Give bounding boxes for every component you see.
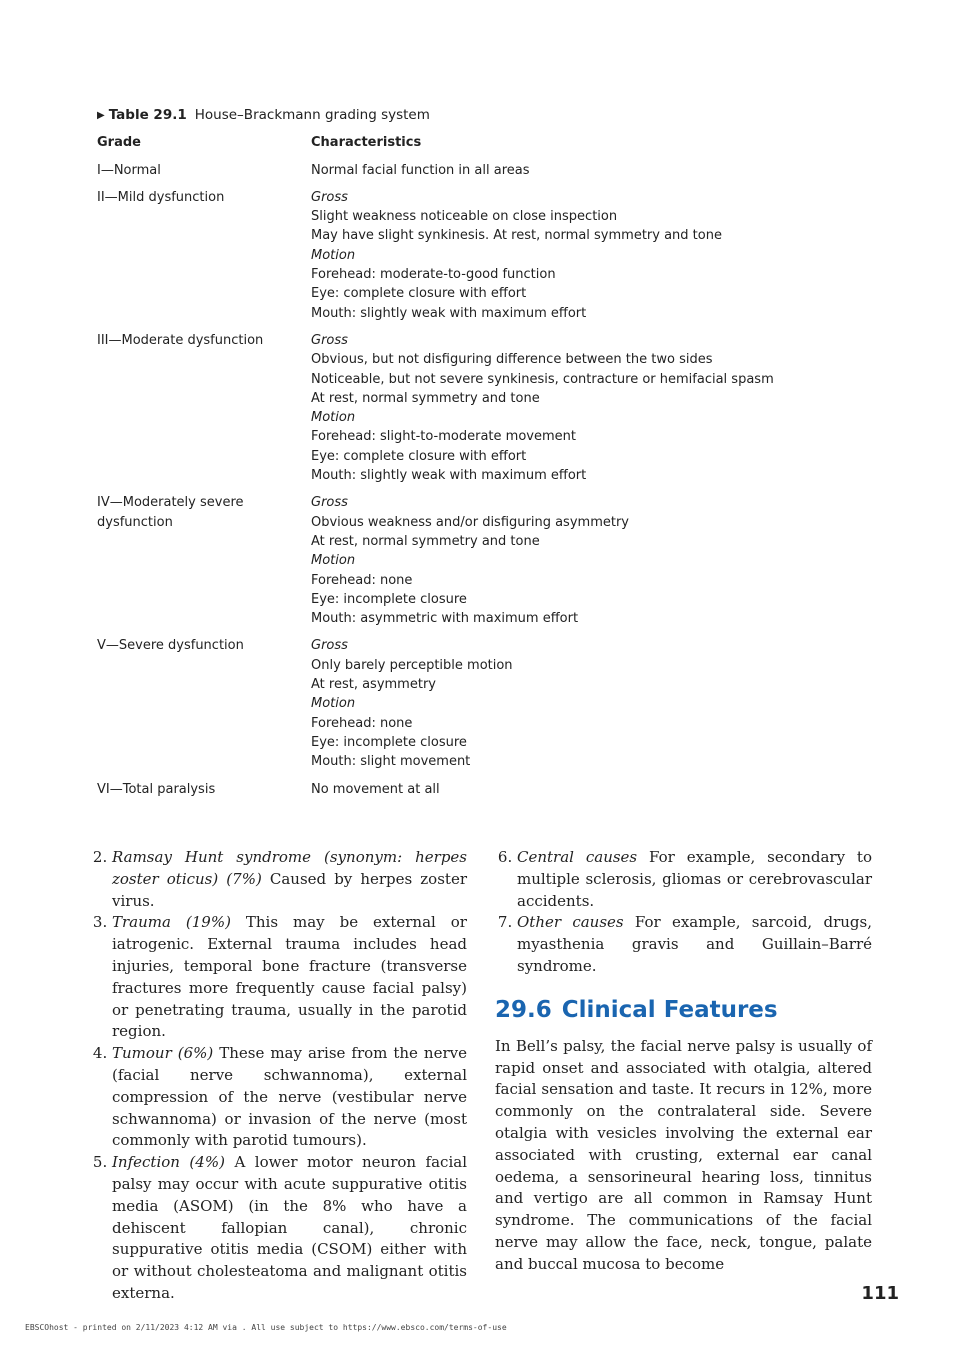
- list-item-text: For example, secondary to multiple sclerosis, gliomas or cerebrovascular accidents.: [517, 848, 872, 910]
- grade-cell: IV—Moderately severe dysfunction: [97, 495, 244, 530]
- subheading-line: Gross: [311, 638, 348, 654]
- subheading-line: Gross: [311, 332, 348, 348]
- list-item-term: Trauma (19%): [112, 913, 231, 932]
- table-body: [97, 161, 857, 799]
- header-characteristics: Characteristics: [311, 135, 422, 151]
- grade-cell: VI—Total paralysis: [97, 781, 216, 797]
- table-caption: [97, 106, 857, 126]
- list-item-text: For example, sarcoid, drugs, myasthenia gravis and Guillain–Barré syndrome.: [517, 913, 872, 975]
- characteristic-line: Eye: incomplete closure: [311, 591, 467, 607]
- grade-cell: III—Moderate dysfunction: [97, 332, 264, 348]
- table-row: [97, 780, 857, 799]
- table-header: [97, 133, 857, 152]
- characteristic-line: Slight weakness noticeable on close inspection: [311, 209, 618, 225]
- table-row: [97, 331, 857, 485]
- clinical-features-paragraph: In Bell’s palsy, the facial nerve palsy is usually of rapid onset and associated with otalgia, altered facial sensation and taste. It recurs in 12%, more commonly on the contralateral side. Severe otalgia with vesicles involving the external ear associated with crusting, external ear canal oedema, a sensorineural hearing loss, tinnitus and vertigo are all common in Ramsay Hunt syndrome. The communications of the facial nerve may allow the face, neck, tongue, palate and buccal mucosa to become: [495, 1036, 872, 1273]
- characteristic-line: At rest, asymmetry: [311, 677, 436, 693]
- characteristic-line: Mouth: slightly weak with maximum effort: [311, 468, 587, 484]
- characteristic-line: Forehead: none: [311, 572, 413, 588]
- characteristic-line: At rest, normal symmetry and tone: [311, 533, 540, 549]
- footer-text: EBSCOhost - printed on 2/11/2023 4:12 AM via . All use subject to https://www.ebsco.com/terms-of-use: [25, 1323, 507, 1332]
- characteristic-line: Noticeable, but not severe synkinesis, contracture or hemifacial spasm: [311, 371, 774, 387]
- characteristic-line: Forehead: moderate-to-good function: [311, 267, 556, 283]
- characteristic-line: Eye: incomplete closure: [311, 734, 467, 750]
- table-title: House–Brackmann grading system: [194, 107, 430, 123]
- table-row: [97, 161, 857, 180]
- list-item: [517, 847, 872, 912]
- cause-list-continued: [90, 847, 467, 1305]
- left-column: [90, 847, 467, 1305]
- table-row: [97, 636, 857, 771]
- subheading-line: Motion: [311, 247, 356, 263]
- list-item: [517, 912, 872, 977]
- characteristic-line: Normal facial function in all areas: [311, 162, 530, 178]
- grade-cell: V—Severe dysfunction: [97, 638, 244, 654]
- list-item-term: Central causes: [517, 848, 638, 866]
- list-item-term: Other causes: [517, 913, 624, 932]
- grade-cell: I—Normal: [97, 162, 161, 178]
- list-item: [112, 847, 467, 912]
- right-column: [495, 847, 872, 1276]
- grade-cell: II—Mild dysfunction: [97, 189, 225, 205]
- list-item-text: Caused by herpes zoster virus.: [112, 869, 467, 910]
- list-item-text: A lower motor neuron facial palsy may occur with acute suppurative otitis media (ASOM) (in the 8% who have a dehiscent fallopian canal), chronic suppurative otitis media (CSOM) either with or without cholesteatoma and malignant otitis externa.: [112, 1153, 467, 1302]
- subheading-line: Motion: [311, 696, 356, 712]
- list-item: [112, 1152, 467, 1305]
- characteristic-line: Forehead: none: [311, 715, 413, 731]
- characteristic-line: Obvious weakness and/or disfiguring asymmetry: [311, 514, 629, 530]
- characteristics-cell: [311, 636, 857, 771]
- cause-list-end: [495, 847, 872, 978]
- table-label: Table 29.1: [108, 107, 187, 123]
- section-title: Clinical Features: [561, 996, 778, 1023]
- characteristic-line: Mouth: asymmetric with maximum effort: [311, 611, 579, 627]
- characteristic-line: Only barely perceptible motion: [311, 657, 513, 673]
- subheading-line: Gross: [311, 495, 348, 511]
- characteristics-cell: [311, 161, 857, 180]
- characteristic-line: No movement at all: [311, 781, 440, 797]
- characteristic-line: May have slight synkinesis. At rest, normal symmetry and tone: [311, 228, 722, 244]
- characteristic-line: Mouth: slightly weak with maximum effort: [311, 305, 587, 321]
- list-item-text: This may be external or iatrogenic. External trauma includes head injuries, temporal bone fracture (transverse fractures more frequently cause facial palsy) or penetrating trauma, usually in the parotid region.: [112, 913, 467, 1041]
- characteristic-line: Obvious, but not disfiguring difference between the two sides: [311, 352, 713, 368]
- list-item-term: Ramsay Hunt syndrome (synonym: herpes zoster oticus) (7%): [112, 848, 467, 888]
- section-heading: [495, 996, 872, 1024]
- subheading-line: Motion: [311, 553, 356, 569]
- characteristics-cell: [311, 780, 857, 799]
- characteristic-line: Mouth: slight movement: [311, 754, 471, 770]
- characteristics-cell: [311, 188, 857, 323]
- page-number: 111: [861, 1283, 899, 1304]
- characteristic-line: Eye: complete closure with effort: [311, 448, 527, 464]
- characteristic-line: Eye: complete closure with effort: [311, 286, 527, 302]
- characteristics-cell: [311, 331, 857, 485]
- header-grade: Grade: [97, 135, 141, 151]
- list-item: [112, 1043, 467, 1152]
- table-row: [97, 493, 857, 628]
- grading-table: [97, 106, 857, 807]
- list-item-term: Infection (4%): [112, 1153, 225, 1172]
- characteristics-cell: [311, 493, 857, 628]
- subheading-line: Motion: [311, 410, 356, 426]
- subheading-line: Gross: [311, 189, 348, 205]
- characteristic-line: Forehead: slight-to-moderate movement: [311, 429, 576, 445]
- table-marker-icon: ▶: [97, 110, 105, 121]
- section-number: 29.6: [495, 996, 552, 1023]
- table-row: [97, 188, 857, 323]
- list-item: [112, 912, 467, 1043]
- list-item-term: Tumour (6%): [112, 1044, 214, 1063]
- characteristic-line: At rest, normal symmetry and tone: [311, 390, 540, 406]
- list-item-text: These may arise from the nerve (facial nerve schwannoma), external compression of the nerve (vestibular nerve schwannoma) or invasion of the nerve (most commonly with parotid tumours).: [112, 1044, 467, 1150]
